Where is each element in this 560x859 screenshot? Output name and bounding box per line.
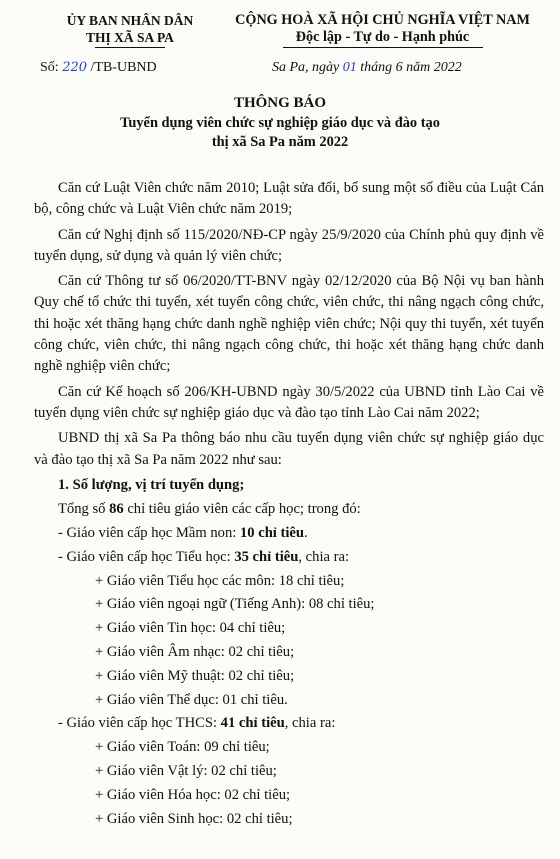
secondary-count: 41 chỉ tiêu xyxy=(220,715,285,732)
national-motto-header xyxy=(210,12,555,48)
date-line xyxy=(272,60,462,76)
doc-number-suffix: /TB-UBND xyxy=(90,60,157,75)
total-pre: Tổng số xyxy=(58,501,110,518)
announcement-paragraph: UBND thị xã Sa Pa thông báo nhu cầu tuyển dụng viên chức sự nghiệp giáo dục và đào tạo thị xã Sa Pa năm 2022 như sau: xyxy=(34,430,544,468)
document-subtitle xyxy=(0,114,560,152)
list-item: + Giáo viên Tiểu học các môn: 18 chỉ tiêu; xyxy=(95,572,345,589)
list-item: + Giáo viên Hóa học: 02 chỉ tiêu; xyxy=(95,786,291,803)
subtitle-line2: thị xã Sa Pa năm 2022 xyxy=(211,134,349,150)
section-heading: 1. Số lượng, vị trí tuyển dụng; xyxy=(58,476,245,493)
list-item: + Giáo viên Thể dục: 01 chỉ tiêu. xyxy=(95,691,288,708)
date-prefix: Sa Pa, ngày xyxy=(272,60,340,75)
document-number xyxy=(40,60,157,76)
nation-name: CỘNG HOÀ XÃ HỘI CHỦ NGHĨA VIỆT NAM xyxy=(235,12,530,28)
list-item: + Giáo viên Âm nhạc: 02 chỉ tiêu; xyxy=(95,643,295,660)
date-day-handwritten: 01 xyxy=(342,60,357,75)
motto: Độc lập - Tự do - Hạnh phúc xyxy=(295,29,470,45)
total-count: 86 xyxy=(109,501,124,518)
list-item: + Giáo viên Sinh học: 02 chỉ tiêu; xyxy=(95,810,293,827)
list-item: + Giáo viên Toán: 09 chỉ tiêu; xyxy=(95,739,270,756)
doc-number-handwritten: 220 xyxy=(62,60,88,75)
total-post: chỉ tiêu giáo viên các cấp học; trong đó: xyxy=(123,501,361,518)
legal-basis-paragraph: Căn cứ Kế hoạch số 206/KH-UBND ngày 30/5/2022 của UBND tỉnh Lào Cai về tuyển dụng viên chức sự nghiệp giáo dục và đào tạo tỉnh Lào Cai năm 2022; xyxy=(34,383,544,421)
list-item: + Giáo viên ngoại ngữ (Tiếng Anh): 08 chỉ tiêu; xyxy=(95,596,375,613)
legal-basis-paragraph: Căn cứ Nghị định số 115/2020/NĐ-CP ngày 25/9/2020 của Chính phủ quy định về tuyển dụng, sử dụng và quản lý viên chức; xyxy=(34,226,544,264)
primary-count: 35 chỉ tiêu xyxy=(234,548,299,565)
total-quota-line xyxy=(34,499,544,520)
subtitle-line1: Tuyển dụng viên chức sự nghiệp giáo dục và đào tạo xyxy=(120,115,440,131)
list-item: + Giáo viên Vật lý: 02 chỉ tiêu; xyxy=(95,762,277,779)
doc-number-prefix: Số: xyxy=(40,60,59,75)
list-item: + Giáo viên Tin học: 04 chỉ tiêu; xyxy=(95,620,286,637)
legal-basis-paragraph: Căn cứ Thông tư số 06/2020/TT-BNV ngày 02/12/2020 của Bộ Nội vụ ban hành Quy chế tổ chức thi tuyển, xét tuyển công chức, viên chức, thi nâng ngạch công chức, thi hoặc xét thăng hạng chức danh nghề nghiệp viên chức; Nội quy thi tuyển, xét tuyển công chức, viên chức, thi nâng ngạch công chức, thi hoặc xét thăng hạng chức danh nghề nghiệp viên chức; xyxy=(34,273,544,375)
agency-underline xyxy=(95,47,165,48)
motto-underline xyxy=(283,47,483,48)
list-item: + Giáo viên Mỹ thuật: 02 chỉ tiêu; xyxy=(95,667,295,684)
document-title: THÔNG BÁO xyxy=(233,95,327,111)
preschool-post: . xyxy=(304,524,308,541)
date-suffix: tháng 6 năm 2022 xyxy=(360,60,462,75)
primary-post: , chia ra: xyxy=(298,548,350,565)
primary-quota-line xyxy=(34,547,544,568)
primary-pre: - Giáo viên cấp học Tiểu học: xyxy=(58,548,235,565)
preschool-quota-line xyxy=(34,523,544,544)
preschool-pre: - Giáo viên cấp học Mầm non: xyxy=(58,524,240,541)
agency-name-line2: THỊ XÃ SA PA xyxy=(86,30,174,45)
issuing-agency-header xyxy=(30,12,230,48)
secondary-pre: - Giáo viên cấp học THCS: xyxy=(58,715,221,732)
preschool-count: 10 chỉ tiêu xyxy=(239,524,305,541)
document-body xyxy=(34,178,544,832)
legal-basis-paragraph: Căn cứ Luật Viên chức năm 2010; Luật sửa đổi, bổ sung một số điều của Luật Cán bộ, công chức và Luật Viên chức năm 2019; xyxy=(34,180,544,218)
secondary-post: , chia ra: xyxy=(284,715,336,732)
agency-name-line1: ỦY BAN NHÂN DÂN xyxy=(66,13,194,28)
secondary-quota-line xyxy=(34,713,544,734)
